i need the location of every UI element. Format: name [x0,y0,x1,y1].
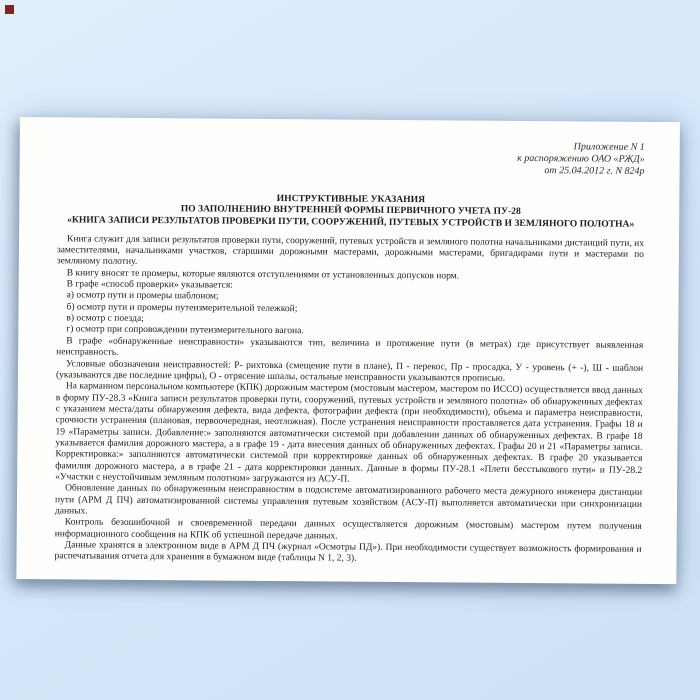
list-item-a: а) осмотр пути и промеры шаблоном; [66,290,219,303]
appendix-line-1: Приложение N 1 [573,141,645,153]
paragraph-fault-codes: Условные обозначения неисправностей: Р- рихтовка (смещение пути в плане), П - перекос, Пр - просадка, У - уровень (+ -), Ш - шаблон (указываются две последние цифры), О - отрясение шпалы, остальные неисправности указываются прописью. [55,358,644,384]
document-page [16,117,680,584]
paragraph-transfer-control: Контроль безошибочной и своевременной передачи данных осуществляется дорожным (мостовым) мастером путем получения информационного сообщения на КПК об успешной передаче данных. [54,517,642,542]
list-item-g: г) осмотр при сопровождении путеизмерительного вагона. [66,324,304,337]
screen-corner-artifact [5,5,14,14]
paragraph-kpk-entry: На карманном персональном компьютере (КПК) дорожным мастером (мостовым мастером, мастером по ИССО) осуществляется ввод данных в форму ПУ-28.3 «Книга записи результатов проверки пути, сооружений, путевых устройств и земляного полотна» об обнаруженных дефектах с указанием места/даты обнаружения дефекта, вида дефекта, фотографии дефекта (при необходимости), объема и параметра неисправности, срочности устранения (плановая, первоочередная, неотложная). После устранения неисправности проставляется дата устранения. Графы 18 и 19 «Параметры записи. Добавление:» заполняются автоматически системой при добавлении данных об обнаруженных дефектах. В графе 18 указывается фамилия дорожного мастера, а в графе 19 - дата внесения данных об обнаруженных дефектах. Графы 20 и 21 «Параметры записи. Корректировка:» заполняются автоматически системой при корректировке данных об обнаруженных дефектах. В графе 20 указывается фамилия дорожного мастера, а в графе 21 - дата корректировки данных. Данные в формы ПУ-28.1 «Плети бесстыкового пути» и ПУ-28.2 «Участки с неустойчивым земляным полотном» загружаются из АСУ-П. [55,381,643,485]
paragraph-data-storage: Данные хранятся в электронном виде в АРМ Д ПЧ (журнал «Осмотры ПД»). При необходимости существует возможность формирования и распечатывания отчета для хранения в бумажном виде (таблицы N 1, 2, 3). [54,540,642,565]
title-line-1: ИНСТРУКТИВНЫЕ УКАЗАНИЯ [276,192,426,205]
document-body [54,234,644,568]
paragraph-entries: В книгу вносят те промеры, которые являются отступлениями от установленных допусков норм. [66,268,460,282]
paragraph-detected-faults: В графе «обнаруженные неисправности» указываются тип, величина и протяжение пути (в метрах) где присутствует выявленная неисправность. [56,336,644,358]
list-item-v: в) осмотр с поезда; [66,313,144,325]
appendix-line-3: от 25.04.2012 г. N 824р [544,165,645,178]
paragraph-check-method: В графе «способ проверки» указывается: [66,279,233,291]
paragraph-data-update: Обновление данных по обнаруженным неисправностям в подсистеме автоматизированного рабочего места дежурного инженера дистанции пути (АРМ Д ПЧ) автоматизированной системы управления путевым хозяйством (АСУ-П) выполняется автоматически при синхронизации данных. [54,483,643,517]
list-item-b: б) осмотр пути и промеры путеизмерительной тележкой; [66,302,298,314]
document-title [57,191,644,231]
title-line-3: «КНИГА ЗАПИСИ РЕЗУЛЬТАТОВ ПРОВЕРКИ ПУТИ, СООРУЖЕНИЙ, ПУТЕВЫХ УСТРОЙСТВ И ЗЕМЛЯНОГО ПОЛОТНА» [67,214,635,230]
appendix-line-2: к распоряжению ОАО «РЖД» [517,153,645,166]
appendix-block [58,137,645,178]
paragraph-purpose: Книга служит для записи результатов проверки пути, сооружений, путевых устройств и земляного полотна начальниками дистанций пути, их заместителями, начальниками участков, старшими дорожными мастерами, дорожными мастерами, бригадирами пути и мастерами по земляному полотну. [56,234,645,268]
title-line-2: ПО ЗАПОЛНЕНИЮ ВНУТРЕННЕЙ ФОРМЫ ПЕРВИЧНОГО УЧЕТА ПУ-28 [180,203,521,218]
